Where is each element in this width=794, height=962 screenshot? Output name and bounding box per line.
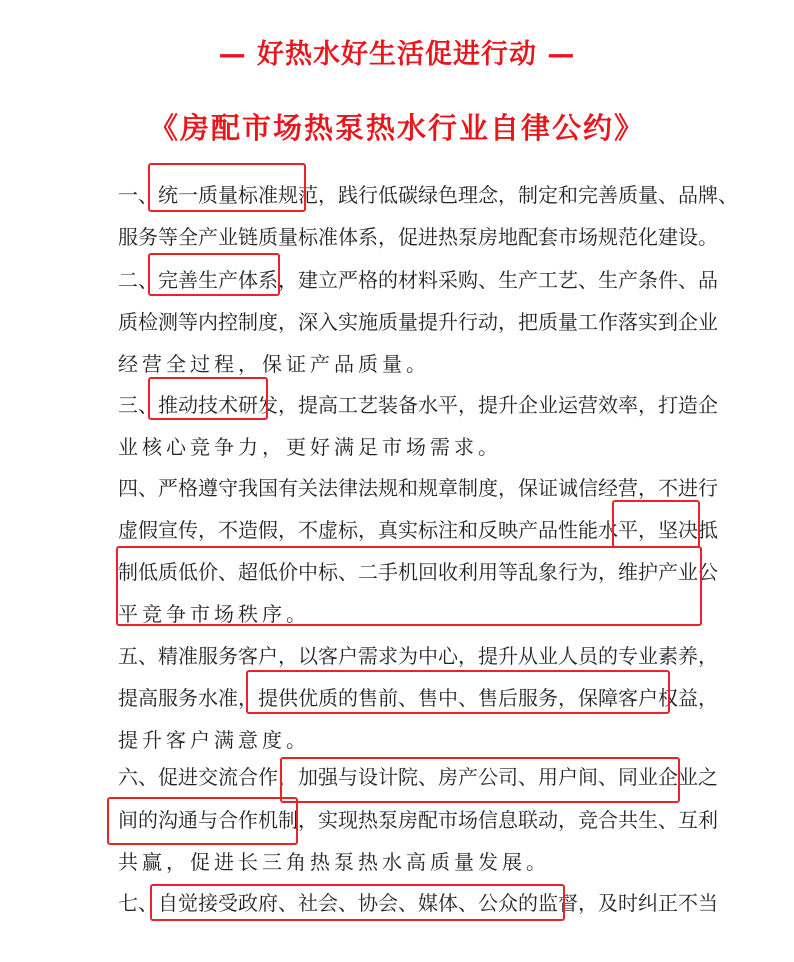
text-line: 虚假宣传，不造假，不虚标，真实标注和反映产品性能水平，坚决抵 — [118, 518, 718, 542]
text-line: 服务等全产业链质量标准体系，促进热泵房地配套市场规范化建设。 — [118, 225, 718, 249]
text-line: 六、促进交流合作，加强与设计院、房产公司、用户间、同业企业之 — [118, 765, 718, 789]
document-heading: — 好热水好生活促进行动 — — [218, 39, 576, 70]
text-line: 经营全过程，保证产品质量。 — [118, 352, 430, 376]
text-line: 二、完善生产体系，建立严格的材料采购、生产工艺、生产条件、品 — [118, 268, 718, 292]
text-line: 一、统一质量标准规范，践行低碳绿色理念，制定和完善质量、品牌、 — [118, 183, 738, 207]
text-line: 三、推动技术研发，提高工艺装备水平，提升企业运营效率，打造企 — [118, 393, 718, 417]
text-line: 业核心竞争力，更好满足市场需求。 — [118, 435, 502, 459]
text-line: 提高服务水准，提供优质的售前、售中、售后服务，保障客户权益， — [118, 686, 718, 710]
text-line: 七、自觉接受政府、社会、协会、媒体、公众的监督，及时纠正不当 — [118, 891, 718, 915]
text-line: 提升客户满意度。 — [118, 728, 310, 752]
text-line: 平竞争市场秩序。 — [118, 602, 310, 626]
text-line: 四、严格遵守我国有关法律法规和规章制度，保证诚信经营，不进行 — [118, 476, 718, 500]
text-line: 质检测等内控制度，深入实施质量提升行动，把质量工作落实到企业 — [118, 310, 718, 334]
document-title: 《房配市场热泵热水行业自律公约》 — [148, 111, 645, 145]
text-line: 制低质低价、超低价中标、二手机回收利用等乱象行为，维护产业公 — [118, 560, 718, 584]
text-line: 五、精准服务客户，以客户需求为中心，提升从业人员的专业素养， — [118, 644, 718, 668]
text-line: 间的沟通与合作机制，实现热泵房配市场信息联动，竞合共生、互利 — [118, 808, 718, 832]
text-line: 共赢，促进长三角热泵热水高质量发展。 — [118, 850, 550, 874]
